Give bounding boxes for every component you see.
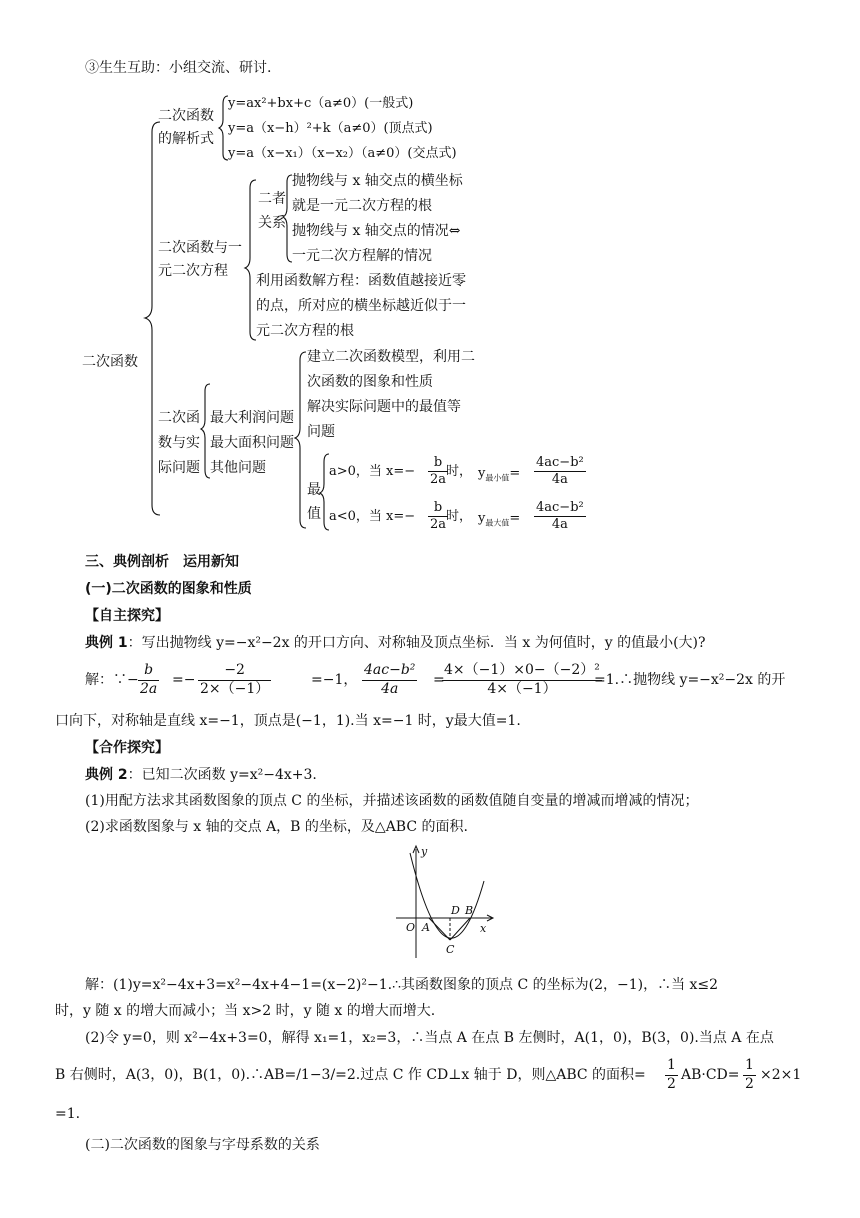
form-general: y=ax²+bx+c（a≠0）(一般式): [228, 96, 414, 111]
model-line: 解决实际问题中的最值等: [307, 399, 461, 415]
explore-heading: 【合作探究】: [85, 740, 169, 756]
extreme-label-2: 值: [307, 506, 321, 522]
example-2: 典例 2：已知二次函数 y=x²−4x+3.: [85, 767, 317, 783]
sol1-frac: $\frac{\text{4ac−b²}}{4a}$: [364, 662, 416, 697]
sol2-line4b: AB·CD=: [681, 1067, 740, 1083]
analytic-label-2: 的解析式: [158, 131, 214, 147]
frac-half: $\frac{1}{2}$: [745, 1057, 754, 1092]
sol2-line1: 解：(1)y=x²−4x+3=x²−4x+4−1=(x−2)²−1.∴其函数图象的顶点 C 的坐标为(2，−1)，∴当 x≤2: [85, 977, 719, 993]
relation-label-2: 关系: [258, 215, 286, 231]
extreme-label-1: 最: [307, 482, 321, 498]
sol2-line4a: B 右侧时，A(3，0)，B(1，0).∴AB=/1−3/=2.过点 C 作 CD⊥x 轴于 D，则△ABC 的面积=: [55, 1067, 646, 1083]
sol1-frac: $\frac{b}{2a}$: [140, 662, 158, 697]
sol1-tail: =1.∴抛物线 y=−x²−2x 的开: [594, 672, 786, 688]
shi-text: 时，: [446, 509, 473, 524]
problem-item: 最大利润问题: [210, 410, 294, 426]
subsection-heading: (一)二次函数的图象和性质: [85, 581, 252, 597]
cond-neg: a<0，当 x=−: [329, 509, 416, 524]
solve-line: 利用函数解方程：函数值越接近零: [256, 273, 466, 289]
equation-label-2: 元二次方程: [158, 263, 228, 279]
practical-label-1: 二次函: [158, 410, 200, 426]
sol1-mid: =−1，: [311, 672, 358, 688]
extreme-brace: [320, 454, 329, 530]
sol1-eq: =: [433, 672, 445, 688]
model-line: 次函数的图象和性质: [307, 374, 433, 390]
label-o: O: [406, 921, 416, 934]
problem-item: 其他问题: [210, 460, 266, 476]
solve-line: 元二次方程的根: [256, 323, 354, 339]
intro-text: ③生生互助：小组交流、研讨.: [85, 60, 272, 76]
label-c: C: [446, 943, 455, 956]
analytic-label-1: 二次函数: [158, 108, 214, 124]
relation-line: 抛物线与 x 轴交点的横坐标: [292, 173, 463, 189]
label-x: x: [480, 922, 487, 935]
practical-label-3: 际问题: [158, 460, 200, 476]
parabola-figure: [392, 843, 512, 963]
root-label: 二次函数: [82, 354, 138, 370]
form-intercept: y=a（x−x₁）（x−x₂）（a≠0）(交点式): [228, 146, 457, 161]
sol2-line2: 时，y 随 x 的增大而减小；当 x>2 时，y 随 x 的增大而增大.: [55, 1003, 436, 1019]
problem-item: 最大面积问题: [210, 435, 294, 451]
model-line: 建立二次函数模型，利用二: [307, 349, 475, 365]
frac-b-2a: $\frac{b}{2a}$: [430, 500, 447, 533]
y-max: $y_{最大值}=$: [478, 511, 521, 528]
label-y: y: [421, 845, 428, 858]
triangle-side: [429, 918, 450, 940]
relation-label-1: 二者: [258, 191, 286, 207]
y-min: $y_{最小值}=$: [478, 466, 521, 483]
triangle-side: [450, 918, 470, 940]
explore-heading: 【自主探究】: [85, 608, 169, 624]
label-d: D: [451, 904, 460, 917]
form-vertex: y=a（x−h）²+k（a≠0）(顶点式): [228, 121, 433, 136]
equation-label-1: 二次函数与一: [158, 240, 242, 256]
frac-half: $\frac{1}{2}$: [667, 1057, 676, 1092]
sol2-line4c: ×2×1: [760, 1067, 802, 1083]
equation-brace: [245, 180, 256, 340]
frac-extreme: $\frac{\text{4ac−b²}}{4a}$: [536, 455, 584, 488]
relation-line: 就是一元二次方程的根: [292, 198, 432, 214]
example-2-q1: (1)用配方法求其函数图象的顶点 C 的坐标，并描述该函数的函数值随自变量的增减而增减的情况；: [85, 793, 699, 809]
relation-line: 一元二次方程解的情况: [292, 248, 432, 264]
solve-line: 的点，所对应的横坐标越近似于一: [256, 298, 466, 314]
sol1-line2: 口向下，对称轴是直线 x=−1，顶点是(−1，1).当 x=−1 时，y最大值=1.: [55, 713, 521, 729]
subsection-heading: (二)二次函数的图象与字母系数的关系: [85, 1137, 320, 1153]
sol1-prefix: 解：∵−: [85, 672, 139, 688]
label-b: B: [465, 904, 474, 917]
problems-brace: [201, 384, 210, 478]
sol2-line5: =1.: [55, 1106, 81, 1122]
frac-extreme: $\frac{\text{4ac−b²}}{4a}$: [536, 500, 584, 533]
sol2-line3: (2)令 y=0，则 x²−4x+3=0，解得 x₁=1，x₂=3，∴当点 A 在点 B 左侧时，A(1，0)，B(3，0).当点 A 在点: [85, 1030, 774, 1046]
relation-line: 抛物线与 x 轴交点的情况⇔: [292, 223, 461, 239]
frac-b-2a: $\frac{b}{2a}$: [430, 455, 447, 488]
sol1-frac: $\frac{-2}{2\times(-1)}$: [200, 662, 270, 697]
label-a: A: [422, 921, 430, 934]
practical-brace: [295, 352, 306, 528]
analytic-brace: [219, 96, 228, 160]
shi-text: 时，: [446, 464, 473, 479]
cond-pos: a>0，当 x=−: [329, 464, 416, 479]
root-brace: [145, 122, 160, 515]
example-1: 典例 1：写出抛物线 y=−x²−2x 的开口方向、对称轴及顶点坐标．当 x 为何值时，y 的值最小(大)?: [85, 635, 706, 651]
model-line: 问题: [307, 424, 335, 440]
sol1-eq: =−: [172, 672, 196, 688]
sol1-frac: $\frac{\text{4×（−1）×0−（−2）²}}{4\times(-1)}$: [444, 662, 600, 697]
section-heading: 三、典例剖析 运用新知: [85, 554, 239, 570]
practical-label-2: 数与实: [158, 435, 200, 451]
example-2-q2: (2)求函数图象与 x 轴的交点 A，B 的坐标，及△ABC 的面积.: [85, 819, 468, 835]
